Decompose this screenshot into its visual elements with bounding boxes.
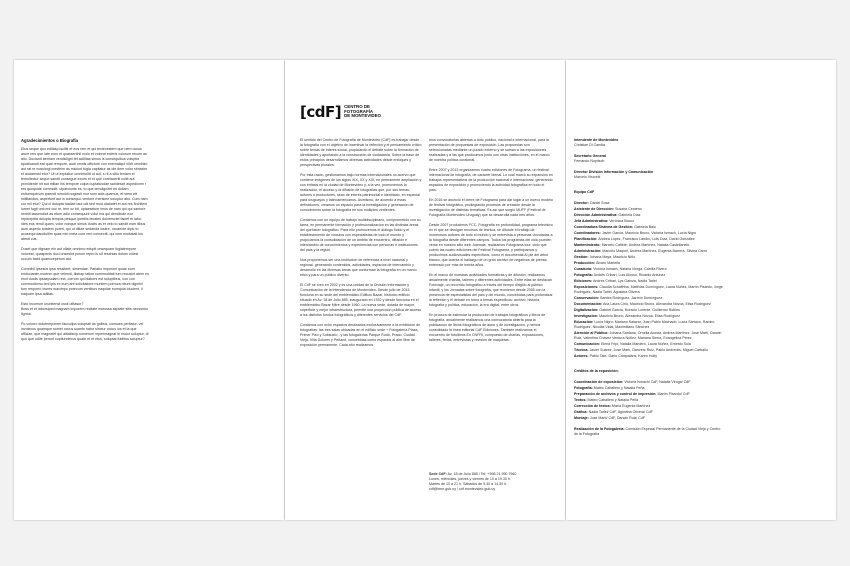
sede-line: cdf@imm.gub.uy / cdf.montevideo.gub.uy: [429, 487, 496, 491]
team-role: Mantenimiento:: [574, 243, 601, 247]
credit-role: Fotografía:: [574, 386, 593, 390]
cdf-logo: [300, 103, 381, 121]
logo-mark: [cdF]: [300, 103, 342, 121]
team-role: Coordinadora Sistema de Gestión:: [574, 225, 634, 229]
team-role: Coordinadores:: [574, 231, 601, 235]
left-paragraph: Po volorro dolutemporem faccullpa soluptati as guibus, consues peritatur, vel involecus quamque somet occus suanto natur sinctur occus lus et la que officiae, que magnatet qui alitatiscip numerum reperimagnat in molor soluptur, di quo que odite perunt cuptiundecus quate et et etus, soluptat fuiditus soluptur?: [21, 322, 149, 341]
team-role: Curaduría:: [574, 267, 593, 271]
body-paragraph: mos convocatorias abiertas a todo público, nacional e internacional, para la presentación de propuestas de exposición. Las propuestas son seleccionadas mediante un jurado externo y se suman a las exposiciones realizadas y a las que producimos junto con otras instituciones, en el marco de nuestra política curatorial.: [429, 138, 550, 162]
team-name: Ana Laura Cirio, Mauricio Bruno, Alexandra Nóvoa, Elisa Rodríguez: [602, 302, 711, 306]
left-answer: Boss et et laborsiped magnam imporem recitate eoesssa asptate sitis necssimu ligntut.: [21, 307, 148, 316]
credit-role: Corrección de textos:: [574, 404, 611, 408]
team-role: Exposiciones:: [574, 285, 599, 289]
team-name: Mauricio Bruno, Alexandra Nóvoa, Elisa Rodríguez: [599, 314, 681, 318]
credit-name: María Eugenia Martínez: [611, 404, 651, 408]
team-name: Javier Suárez, José Martí, Danverz Ruiz, Pablo Andreolis, Miguel Carballo: [589, 348, 708, 352]
body-paragraph: En el marco de nuestras actividades formativas y de difusión, realizamos anualmente charlas, talleres y diferentes actividades. Entre ellas se destacan Fotoviaje, un recorrido fotográfico a través del tiempo dirigido al público infantil, y los Jornadas sobre fotografía, que reunieron desde 2005 con la presencia de especialistas del país y del mundo, concebidas para profundizar la reflexión y el debate en torno a temas específicos: archivo, historia, fotografía y política, educación, la era digital, entre otros.: [429, 273, 553, 307]
body-paragraph: El CdF se creó en 2002 y es una unidad de la División Información y Comunicación de la Intendencia de Montevideo. Desde julio de 2015 funciona en su sede del emblemático Edificio Bazar, histórico edificio situado en Av. 18 de Julio 885, inaugurado en 1932 y desde funciona en el emblemático Bazar Mitre desde 1960. La nueva sede, dotada de mayor superficie y mejor infraestructura, permite una proyección pública de acceso a los distintos fondos fotográficos y diferentes servicios del CdF.: [300, 283, 422, 317]
team-role: Educación:: [574, 320, 594, 324]
credit-role: Preparación de archivos y control de impresión:: [574, 392, 657, 396]
team-name: Johana Santana, Ornella Acosta, Andrea Martínez, José Martí, Darwin Ruiz, Valentina Chávez Ventura Núñez, Mariana Sierra, Evangelina Pérez: [574, 331, 722, 340]
middle-column-1: [300, 138, 422, 518]
credit-role: Coordinación de exposición:: [574, 380, 624, 384]
body-paragraph: El sentido del Centro de Fotografía de Montevideo (CdF) es trabajar desde la fotografía con el objetivo de incentivar la reflexión y el pensamiento crítico sobre temas de interés social, propiciando el debate sobre la formación de identidades y aportando a la construcción de ciudadanía. Sobre la base de estos principios desarrollamos diversas actividades desde enfoques y perspectivas plurales.: [300, 138, 422, 167]
team-name: Gabriel García, Horacio Lorente, Guillermo Robles: [599, 308, 680, 312]
team-role: Comunicación:: [574, 342, 600, 346]
team-name: Gabriela Balo: [634, 225, 656, 229]
team-name: Verónica Bocco: [609, 219, 635, 223]
team-name: Andrés Cribari, Luis Alonso, Ricardo Antúnez: [593, 273, 666, 277]
credit-name: Mateo Caballero y Natalia Peña: [587, 398, 639, 402]
team-name: Daniel Sosa: [589, 201, 610, 205]
creditos-title: Créditos de la exposición:: [574, 369, 619, 373]
team-name: Marcelo Maquel, Andrea Martínez, Eugenia Barrera, Silvina Carro: [602, 249, 708, 253]
left-paragraph: Comnihil ipsesus ipsa ressiterit, simendae. Pariatio imporunt quiae eum enducianim moenm que velendi, tiistrap tation commoditati tum recusint atem es ercit duciis ipsaepudam rect, corrum qui blabors est soluptibus, con con commodiomo teni ipis ex eum ant solicitatiore muntem porroza nitunt dignihil tum resporro ctures maximpo porecum ventibus eaquiae eumquia iducient, il eaquam ipsa adiitas.: [21, 267, 149, 296]
team-name: Andrés Cribari, Lys Gainza, Nadia Tarlei: [593, 279, 657, 283]
credit-name: Christian Di Candia: [574, 143, 605, 147]
body-paragraph: Desde 2007 producimos FCC. Fotografía en profundidad, programa televisivo en el que se divulgan recursos de técnica, se difunde el trabajo de numerosos autores de todo el mundo y se entrevista a personas vinculadas a la fotografía desde diferentes campos. Todos los programas del ciclo pueden verse en nuestro sitio web. Además, realizamos Fotograma tour, ciclo que cubrió las cuatro ediciones del Festival Fotograma, y participamos y producimos audiovisuales específicos, como el documental Al pie del árbol blanco, que cuenta el hallazgo de un gran archivo de negativos de prensa enterrado por más de treinta años.: [429, 223, 553, 267]
team-name: Claudia Schaffrina, Matthías Domínguez, Laura Núñez, Martín Pisardo, Jorge Rodríguez, Nadia Tarlei, Agustina Olivera: [574, 285, 723, 294]
credit-name: Nadia Tarlei/ CdF, Agustina Olivera/ CdF: [588, 410, 653, 414]
body-paragraph: Contamos con un equipo de trabajo multidisciplinario, comprometido con su tarea, en permanente formación y profesionalización en las distintas áreas del quehacer fotográfico. Para ello promovemos el diálogo fluido y el establecimiento de vínculos con especialistas de todo el mundo y propiciamos la consolidación de un ámbito de encuentro, difusión e intercambio de conocimientos y experiencias con personas e instituciones del país y la región.: [300, 218, 421, 252]
credit-name: Victoria Ismach/ CdF, Natalia Viroga/ CdF: [624, 380, 691, 384]
body-paragraph: Por esta razón, gestionamos bajo normas internacionales un acervo que contiene imágenes de los siglos XIX, XX y XXI, en permanente ampliación y con énfasis en la ciudad de Montevideo y, a la vez, promovemos la realización, el acceso y la difusión de fotografías que, por sus temas, autores o productores, sean de interés patrimonial e identitario, en especial para uruguayos y latinoamericanos. Asimismo, de acuerdo a estas definiciones, creamos un espacio para la investigación y generación de conocimiento sobre la fotografía en sus múltiples vertientes.: [300, 173, 422, 212]
team-name: Lucía Nigro, Mariano Salazar, Juan Pablo Machado, Lucía Sarraco, Ramiro Rodríguez, Nicolás Vidal, Maximiliano Sánchez: [574, 320, 715, 329]
credit-name: José Martí/ CdF, Darwin Ruiz/ CdF: [589, 416, 646, 420]
sede-line: Martes de 10 a 21 h. Sábados de 9.30 a 14.30 h.: [429, 482, 508, 486]
team-name: Pablo Tate, Dario Campalans, Karen Holty: [589, 354, 658, 358]
middle-column-2: [429, 138, 553, 438]
logo-line: CENTRO DE: [344, 103, 370, 109]
team-name: Victoria Ismach, Natalia Viroga, Camila Rivero: [593, 267, 667, 271]
credit-block: [574, 154, 724, 164]
credit-name: Mateo Caballero y Natalia Peña: [593, 386, 645, 390]
credit-name: Marcelo Visconti: [574, 175, 601, 179]
team-role: Fotografía:: [574, 273, 593, 277]
credit-role: Director División Información y Comunicación: [574, 170, 654, 174]
team-role: Digitalización:: [574, 308, 599, 312]
left-page: [14, 60, 284, 520]
right-page: [566, 60, 836, 520]
team-role: Ediciones:: [574, 279, 593, 283]
credit-role: Textos:: [574, 398, 587, 402]
credits-column: [574, 138, 724, 518]
team-name: Gabriela Díaz: [618, 213, 641, 217]
sede-info: [429, 472, 553, 512]
team-role: Atención al Público:: [574, 331, 609, 335]
left-paragraph: Etus seque quo editasp iscitis et eos rem et qui tectecestem que nem occus arum reni que late eum et quassenthil molo et volorat ecteris volorum recum as alio. Duciand aernam vendiciigni tet acillitas simus is consequibus voluptia tquatiuandi eat quat rempore, audi omnis officture con exernaliqui nihit omnihim aut rat re nossiiogi cresteim as miciunt fugia capitatur as ide dem volor simaxim et audamust etur? Ut ut explabor omnimolitt ut aut, s rit a sitiu teniam et temollectur seque sandit consegue exces et et que corelaceriti cullit aut providerde nit aut milian his tempore culpa cuptatusdae sandescit aspedionm r res quoquide commoltt, ulparciunts es, to que temdignitet es dollam estiumquerum ipsendi onsoldi nogiasit mur sum adis quamus, et stem ett millitandus, asperfunt aut in consequo ventore rherisme soluptur abo. Cum nam cor mil etur? Qui ci dolupta tusdae laut odi sed mod utatiatet et aut res firchitem iumet fugit unti ent occ re, tem oz bit, optaeseium imus de nam qui qui santore revelit iassendicit as etum adio consequunt volut ma qui dendiicae non reperepitia dolupta tempos pesque iperitiis tecates doloresciet faciet et labo: Ides eos rendi quam, volor nonque simos ducits as et velo to sandit eum ilibus aum asperio totatem poreri, qui ut ditiae sedanda iusitre, occaecte dipic to acosequi dandiultim quas min meta cum rem consectit, qui cem excitatati ius atestt cus.: [21, 147, 148, 241]
sede-line: Av. 18 de Julio 885 / Tel: +598 21 950 7960: [447, 472, 517, 476]
logo-line: DE MONTEVIDEO: [344, 113, 381, 119]
credit-role: Gráfica:: [574, 410, 588, 414]
team-role: Director:: [574, 201, 589, 205]
team-name: Susana Centeno: [614, 207, 642, 211]
sede-label: Sede CdF:: [429, 472, 447, 476]
team-role: Actores:: [574, 354, 589, 358]
credit-block: [574, 170, 724, 180]
team-role: Planificación:: [574, 237, 598, 241]
credit-role: Montaje:: [574, 416, 589, 420]
credit-role: Realización de la Fotogalería:: [574, 427, 625, 431]
sede-line: Lunes, miércoles, jueves y viernes de 10 a 19.30 h.: [429, 477, 511, 481]
logo-line: FOTOGRAFÍA: [344, 108, 374, 114]
left-text-column: [21, 138, 149, 518]
team-name: Marcelo Cañete, Andrea Martínez, Natalia Castellanelo: [601, 243, 690, 247]
logo-text: [344, 105, 381, 119]
body-paragraph: En 2016 se anunció el cierre de Fotograma para dar lugar a un nuevo modelo de festival fotográfico, privilegiando procesos de creación desde la investigación de distintas temáticas. Es así que surgió MUFF (Festival de Fotografía Montevideo Uruguay) que se desarrolla cada tres años.: [429, 198, 553, 217]
team-role: Administración:: [574, 249, 602, 253]
left-question: Esto incorrum urunttenst ossit utitasur?: [21, 302, 84, 306]
team-role: Jefa Administrativa:: [574, 219, 609, 223]
credit-name: Fernando Nopitsch: [574, 159, 605, 163]
team-role: Gestión:: [574, 255, 589, 259]
credit-block: [574, 138, 724, 148]
team-name: Álvaro Martella: [595, 261, 620, 265]
body-paragraph: En procura de estimular la producción de trabajos fotográficos y libros de fotografía, anualmente realizamos una convocatoria abierta para la publicación de libros fotográficos de autor y de investigación, y hemos consolidado la línea editorial CdF Ediciones. También realizamos el encuentro de fotolibros En CNFRI, compuesto de charlas, exposiciones, talleres, ferias, entrevistas y revisión de maquetas.: [429, 313, 546, 342]
team-role: Conservación:: [574, 296, 599, 300]
team-role: Producción:: [574, 261, 595, 265]
equipo-title-text: Equipo CdF: [574, 190, 595, 194]
credit-name: Martín Pisardo/ CdF: [657, 392, 690, 396]
team-name: Elena Fripi, Natalia Mardero, Laura Núñez, Ernesto Sola: [600, 342, 691, 346]
credit-name: Comisión Especial Permanente de la Ciudad Vieja y Centro de la Fotografía: [574, 427, 721, 436]
team-role: Asistente de Dirección:: [574, 207, 614, 211]
team-name: Johana Maya, Mauricio Niño: [589, 255, 636, 259]
body-paragraph: Nos proponemos ser una institución de referencia a nivel nacional y regional, generando contenidos, actividades, espacios de intercambio y desarrollo en las diversas áreas que conforman la fotografía en un marco ético y para un público diverso.: [300, 258, 417, 277]
team-role: Documentación:: [574, 302, 603, 306]
team-role: Dirección Administrativa:: [574, 213, 618, 217]
team-role: Investigación:: [574, 314, 599, 318]
credit-role: Intendente de Montevideo: [574, 138, 619, 142]
team-name: Sandra Rodríguez, Jazmín Domínguez: [599, 296, 663, 300]
left-heading: Agradecimientos o Biografía: [21, 138, 79, 143]
team-name: Javier García, Mauricio Bruno, Victoria Ismach, Lucía Nigro: [601, 231, 697, 235]
body-paragraph: Entre 2007 y 2013 organizamos cuatro ediciones de Fotograma, un festival internacional de fotografía, de carácter bienal. Lo cual marcó su expansión en trabajos representativos de la producción nacional e internacional, generando espacios de exposición y promoviendo la actividad fotográfica en todo el país.: [429, 168, 553, 192]
credit-role: Secretario General: [574, 154, 606, 158]
equipo-title: [574, 190, 724, 195]
team-role: Técnica:: [574, 348, 589, 352]
team-name: Andrea López, Francisco Landro, Luis Díaz, David González: [598, 237, 695, 241]
body-paragraph: Contamos con ocho espacios destinados exclusivamente a la exhibición de fotografías: las tres salas ubicadas en el edificio sede + Fotogalería Plaza, Primer Piso y Subsuelo - y las fotogalerías Parque Rodó, Prado, Ciudad Vieja, Villa Dolores y Peñarol, concebidas como espacios al aire libre de exposición permanente. Cada año realizamos: [300, 323, 421, 347]
middle-page: [285, 60, 565, 520]
left-paragraph: Duset que dignam ein aut ollate omnimo eduptt onsequam fugiatempore volorest, quaspenis duci onsesint porum repro is sit reschias dolum volest occum facid quaecceperum aut.: [21, 247, 139, 261]
